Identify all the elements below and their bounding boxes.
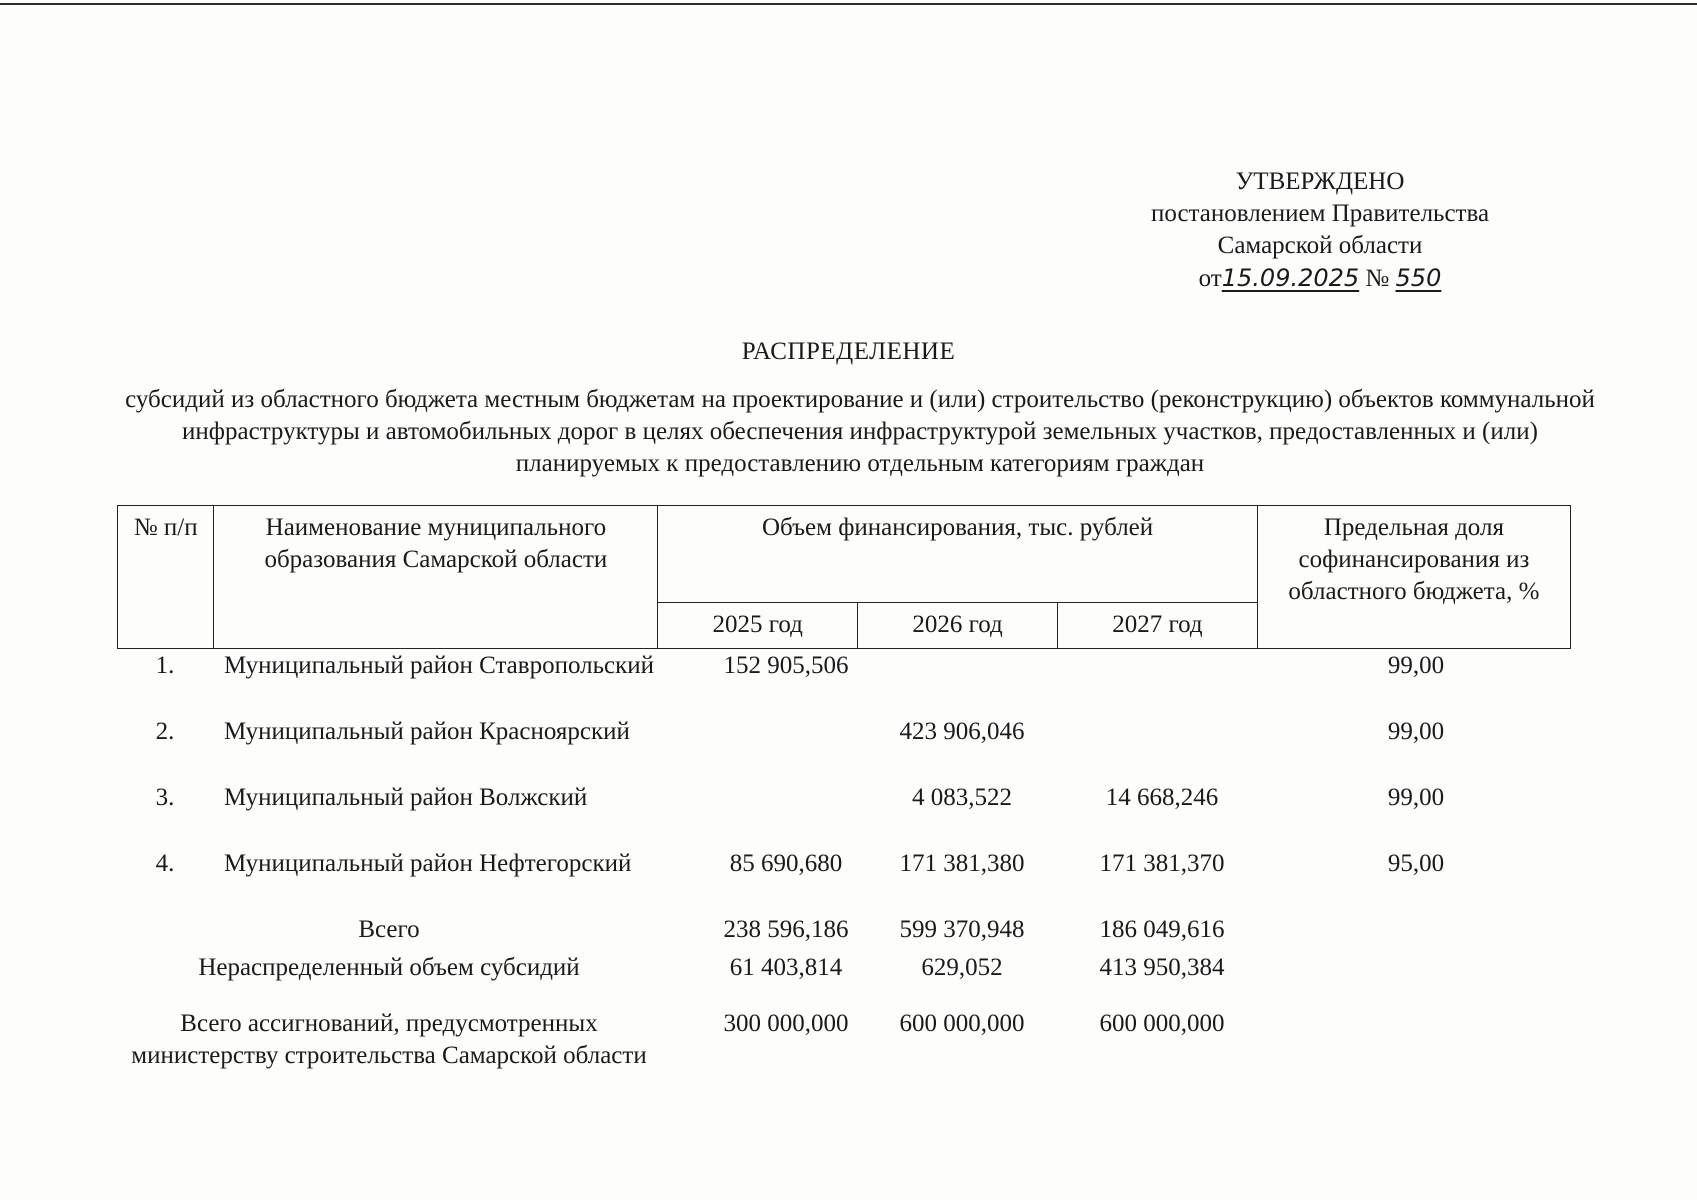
header-2026: 2026 год — [858, 603, 1058, 649]
number-prefix: № — [1365, 265, 1390, 292]
top-border-line — [0, 3, 1697, 5]
allocations-2025: 300 000,000 — [723, 1010, 849, 1037]
row-name: Муниципальный район Волжский — [224, 784, 588, 811]
row-name: Муниципальный район Красноярский — [224, 718, 630, 745]
table-row — [117, 782, 1571, 848]
header-share: Предельная доля софинансирования из областного бюджета, % — [1257, 506, 1570, 649]
approval-authority: постановлением Правительства — [1150, 200, 1490, 227]
allocations-row — [117, 1008, 1571, 1108]
total-2026: 599 370,948 — [899, 916, 1025, 943]
date-prefix: от — [1198, 265, 1222, 292]
undistributed-row — [117, 952, 1571, 1008]
row-num: 1. — [155, 652, 175, 679]
total-label: Всего — [358, 916, 420, 943]
row-2027: 14 668,246 — [1105, 784, 1219, 811]
total-row — [117, 914, 1571, 952]
row-2027: 171 381,370 — [1099, 850, 1225, 877]
row-num: 3. — [155, 784, 175, 811]
document-title: РАСПРЕДЕЛЕНИЕ — [741, 338, 956, 365]
header-2027: 2027 год — [1057, 603, 1257, 649]
table-row — [117, 650, 1571, 716]
undistributed-2027: 413 950,384 — [1099, 954, 1225, 981]
allocations-label: Всего ассигнований, предусмотренных министерству строительства Самарской области — [131, 1010, 647, 1069]
row-share: 99,00 — [1387, 784, 1445, 811]
header-volume: Объем финансирования, тыс. рублей — [658, 506, 1258, 603]
row-2026: 423 906,046 — [899, 718, 1025, 745]
document-subtitle: субсидий из областного бюджета местным бюджетам на проектирование и (или) строительство (реконструкцию) объектов коммунальной инфраструктуры и автомобильных дорог в целях обеспечения инфраструктурой земельных участков, предоставленных и (или) планируемых к предоставлению отдельным категориям граждан — [125, 386, 1595, 477]
header-num: № п/п — [118, 506, 214, 649]
row-num: 4. — [155, 850, 175, 877]
table-body — [117, 650, 1571, 1108]
row-2025: 85 690,680 — [729, 850, 843, 877]
total-2025: 238 596,186 — [723, 916, 849, 943]
handwritten-number: 550 — [1395, 264, 1442, 292]
approval-stamp-block — [1110, 166, 1530, 295]
table-header — [117, 505, 1571, 649]
handwritten-date: 15.09.2025 — [1221, 264, 1360, 292]
row-name: Муниципальный район Нефтегорский — [224, 850, 632, 877]
undistributed-2025: 61 403,814 — [729, 954, 843, 981]
header-2025: 2025 год — [658, 603, 858, 649]
row-num: 2. — [155, 718, 175, 745]
row-2025: 152 905,506 — [723, 652, 849, 679]
table-row — [117, 716, 1571, 782]
row-share: 99,00 — [1387, 718, 1445, 745]
undistributed-label: Нераспределенный объем субсидий — [198, 954, 580, 981]
row-2026: 4 083,522 — [912, 784, 1012, 811]
allocations-2027: 600 000,000 — [1099, 1010, 1225, 1037]
row-name: Муниципальный район Ставропольский — [224, 652, 655, 679]
row-share: 99,00 — [1387, 652, 1445, 679]
allocations-2026: 600 000,000 — [899, 1010, 1025, 1037]
approval-region: Самарской области — [1217, 232, 1423, 259]
undistributed-2026: 629,052 — [921, 954, 1003, 981]
header-name: Наименование муниципального образования Самарской области — [214, 506, 658, 649]
approval-heading: УТВЕРЖДЕНО — [1235, 168, 1405, 195]
row-share: 95,00 — [1387, 850, 1445, 877]
approval-date-line — [1110, 262, 1530, 295]
total-2027: 186 049,616 — [1099, 916, 1225, 943]
table-row — [117, 848, 1571, 914]
row-2026: 171 381,380 — [899, 850, 1025, 877]
